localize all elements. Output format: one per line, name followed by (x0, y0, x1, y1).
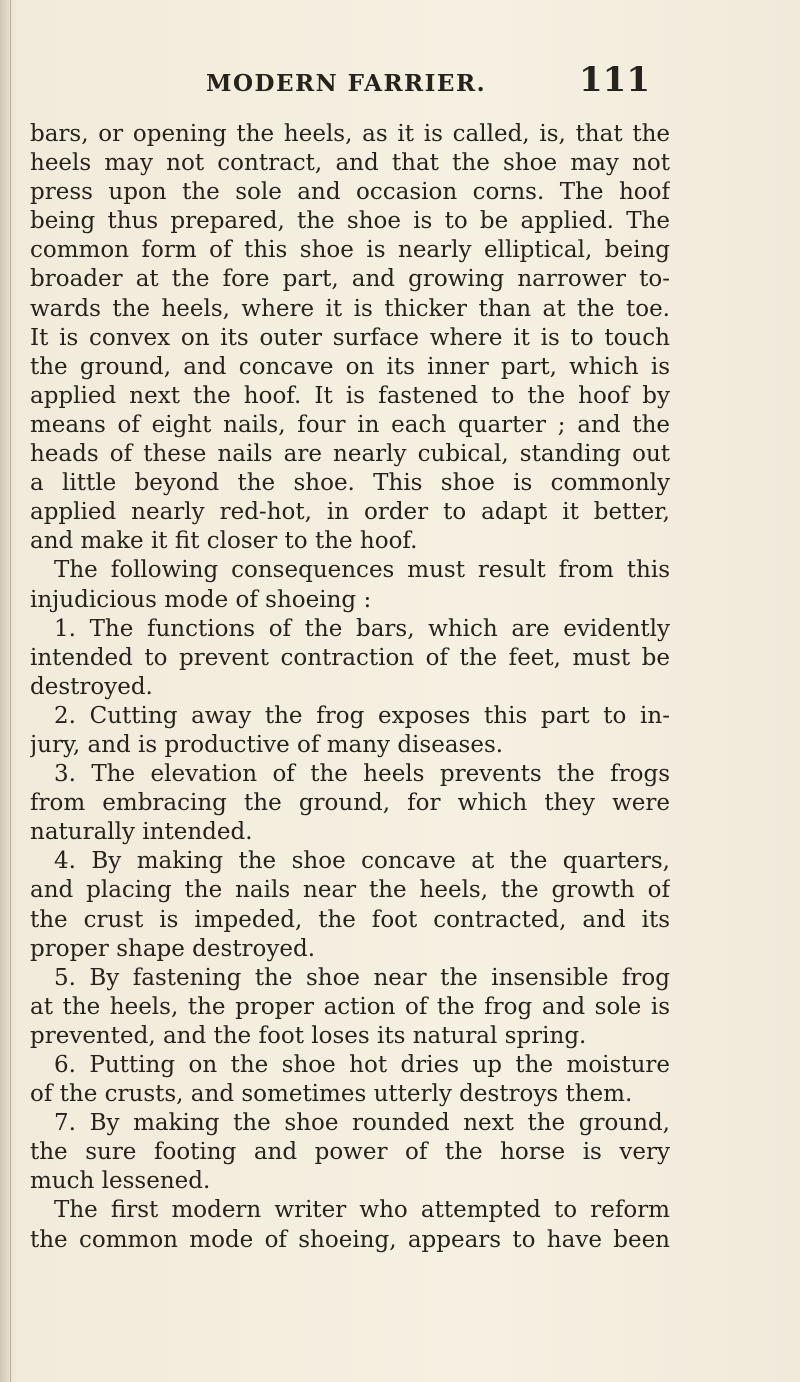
text-line: 5. By fastening the shoe near the insensible frog (54, 964, 670, 991)
running-title: MODERN FARRIER. (206, 70, 487, 97)
text-line: the crust is impeded, the foot contracted, and its (30, 906, 670, 933)
text-line: injudicious mode of shoeing : (30, 586, 372, 613)
text-line: prevented, and the foot loses its natural spring. (30, 1022, 587, 1049)
text-line: 2. Cutting away the frog exposes this part to in- (54, 702, 670, 729)
text-line: press upon the sole and occasion corns. The hoof (30, 179, 670, 206)
text-line: naturally intended. (30, 819, 253, 846)
text-line: the sure footing and power of the horse is very (30, 1139, 670, 1166)
text-line: applied next the hoof. It is fastened to the hoof by (30, 382, 670, 409)
text-line: intended to prevent contraction of the feet, must be (30, 644, 670, 671)
text-line: broader at the fore part, and growing narrower to- (30, 266, 670, 293)
text-line: heels may not contract, and that the shoe may not (30, 150, 670, 177)
text-line: the common mode of shoeing, appears to have been (30, 1226, 670, 1253)
text-line: bars, or opening the heels, as it is called, is, that the (30, 121, 670, 147)
text-line: and placing the nails near the heels, the growth of (30, 877, 670, 904)
page-number: 111 (579, 60, 650, 100)
text-line: wards the heels, where it is thicker than at the toe. (30, 295, 670, 322)
text-line: destroyed. (30, 673, 153, 700)
text-line: The first modern writer who attempted to reform (54, 1197, 670, 1224)
text-line: It is convex on its outer surface where it is to touch (30, 324, 670, 351)
text-line: at the heels, the proper action of the frog and sole is (30, 993, 670, 1020)
text-line: 7. By making the shoe rounded next the ground, (54, 1110, 670, 1137)
text-line: applied nearly red-hot, in order to adapt it better, (30, 499, 670, 526)
text-line: common form of this shoe is nearly elliptical, being (30, 237, 670, 264)
page-gutter-edge (0, 0, 11, 1382)
text-line: a little beyond the shoe. This shoe is commonly (30, 470, 670, 497)
text-line: 6. Putting on the shoe hot dries up the moisture (54, 1052, 670, 1078)
text-line: 3. The elevation of the heels prevents the frogs (54, 761, 670, 788)
text-line: jury, and is productive of many diseases. (30, 731, 504, 758)
text-line: The following consequences must result from this (54, 557, 670, 584)
text-line: being thus prepared, the shoe is to be applied. The (30, 208, 670, 235)
text-line: the ground, and concave on its inner part, which is (30, 353, 670, 380)
page-header (200, 58, 670, 108)
body-text (30, 120, 670, 1255)
text-line: of the crusts, and sometimes utterly destroys them. (30, 1081, 633, 1108)
text-line: means of eight nails, four in each quarter ; and the (30, 411, 670, 438)
text-line: from embracing the ground, for which they were (30, 790, 670, 817)
text-line: 1. The functions of the bars, which are evidently (54, 615, 670, 642)
text-line: and make it fit closer to the hoof. (30, 528, 418, 555)
text-line: 4. By making the shoe concave at the quarters, (54, 848, 670, 875)
text-line: heads of these nails are nearly cubical, standing out (30, 441, 670, 468)
text-line: proper shape destroyed. (30, 935, 316, 962)
text-line: much lessened. (30, 1168, 211, 1195)
